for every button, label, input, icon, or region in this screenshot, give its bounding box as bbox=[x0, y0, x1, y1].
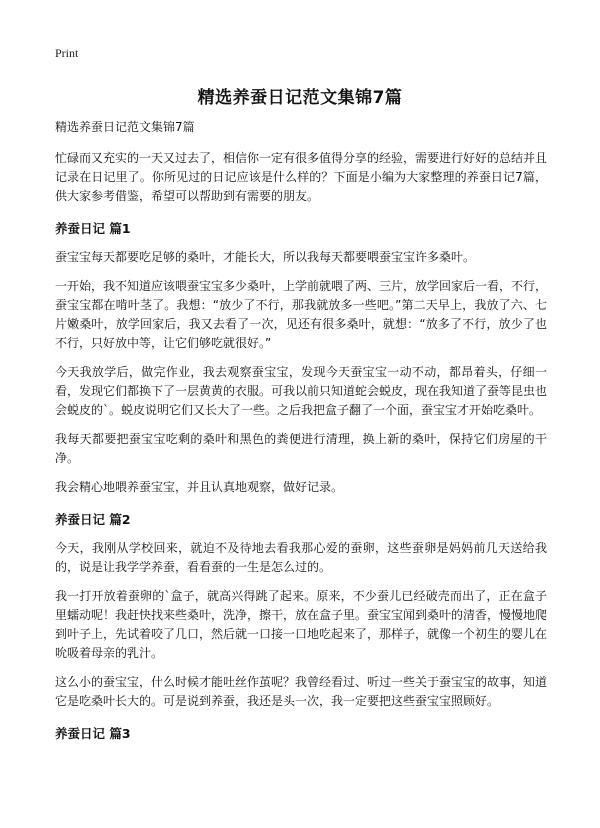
print-link[interactable]: Print bbox=[55, 46, 79, 60]
section-paragraph: 我会精心地喂养蚕宝宝，并且认真地观察，做好记录。 bbox=[55, 480, 344, 494]
section-heading: 养蚕日记 篇2 bbox=[55, 512, 131, 527]
intro-paragraph: 忙碌而又充实的一天又过去了，相信你一定有很多值得分享的经验，需要进行好好的总结并且记录在日记里了。你所见过的日记应该是什么样的？下面是小编为大家整理的养蚕日记7篇，供大家参考借鉴，希望可以帮助到有需要的朋友。 bbox=[55, 151, 548, 203]
section-paragraph: 我每天都要把蚕宝宝吃剩的桑叶和黑色的粪便进行清理，换上新的桑叶，保持它们房屋的干净。 bbox=[55, 432, 547, 465]
section-paragraph: 我一打开放着蚕卵的`盒子，就高兴得跳了起来。原来，不少蚕儿已经破壳而出了，正在盒子里蠕动呢！我赶快找来些桑叶，洗净，擦干，放在盒子里。蚕宝宝闻到桑叶的清香，慢慢地爬到叶子上，先试着咬了几口，然后就一口接一口地吃起来了，那样子，就像一个初生的婴儿在吮吸着母亲的乳汁。 bbox=[55, 589, 548, 660]
section-paragraph: 今天，我刚从学校回来，就迫不及待地去看我那心爱的蚕卵，这些蚕卵是妈妈前几天送给我的，说是让我学学养蚕，看看蚕的一生是怎么过的。 bbox=[55, 541, 547, 574]
page-title: 精选养蚕日记范文集锦7篇 bbox=[197, 88, 403, 108]
section-paragraph: 这么小的蚕宝宝，什么时候才能吐丝作茧呢？我曾经看过、听过一些关于蚕宝宝的故事，知道它是吃桑叶长大的。可是说到养蚕，我还是头一次，我一定要把这些蚕宝宝照顾好。 bbox=[55, 675, 548, 708]
section-paragraph: 今天我放学后，做完作业，我去观察蚕宝宝，发现今天蚕宝宝一动不动，都昂着头，仔细一看，发现它们都换下了一层黄黄的衣服。可我以前只知道蛇会蜕皮，现在我知道了蚕等昆虫也会蜕皮的`。蜕皮说明它们又长大了一些。之后我把盒子翻了一个面，蚕宝宝才开始吃桑叶。 bbox=[55, 365, 548, 417]
article-body bbox=[55, 118, 547, 753]
document-subtitle: 精选养蚕日记范文集锦7篇 bbox=[55, 120, 195, 134]
section-paragraph: 蚕宝宝每天都要吃足够的桑叶，才能长大，所以我每天都要喂蚕宝宝许多桑叶。 bbox=[55, 250, 476, 264]
section-heading: 养蚕日记 篇3 bbox=[55, 726, 131, 741]
section-heading: 养蚕日记 篇1 bbox=[55, 221, 131, 236]
section-paragraph: 一开始，我不知道应该喂蚕宝宝多少桑叶，上学前就喂了两、三片，放学回家后一看，不行，蚕宝宝都在啃叶茎了。我想：“放少了不行，那我就放多一些吧。”第二天早上，我放了六、七片嫩桑叶，放学回家后，我又去看了一次，见还有很多桑叶，就想：“放多了不行，放少了也不行，只好放中等，让它们够吃就很好。” bbox=[55, 279, 548, 350]
